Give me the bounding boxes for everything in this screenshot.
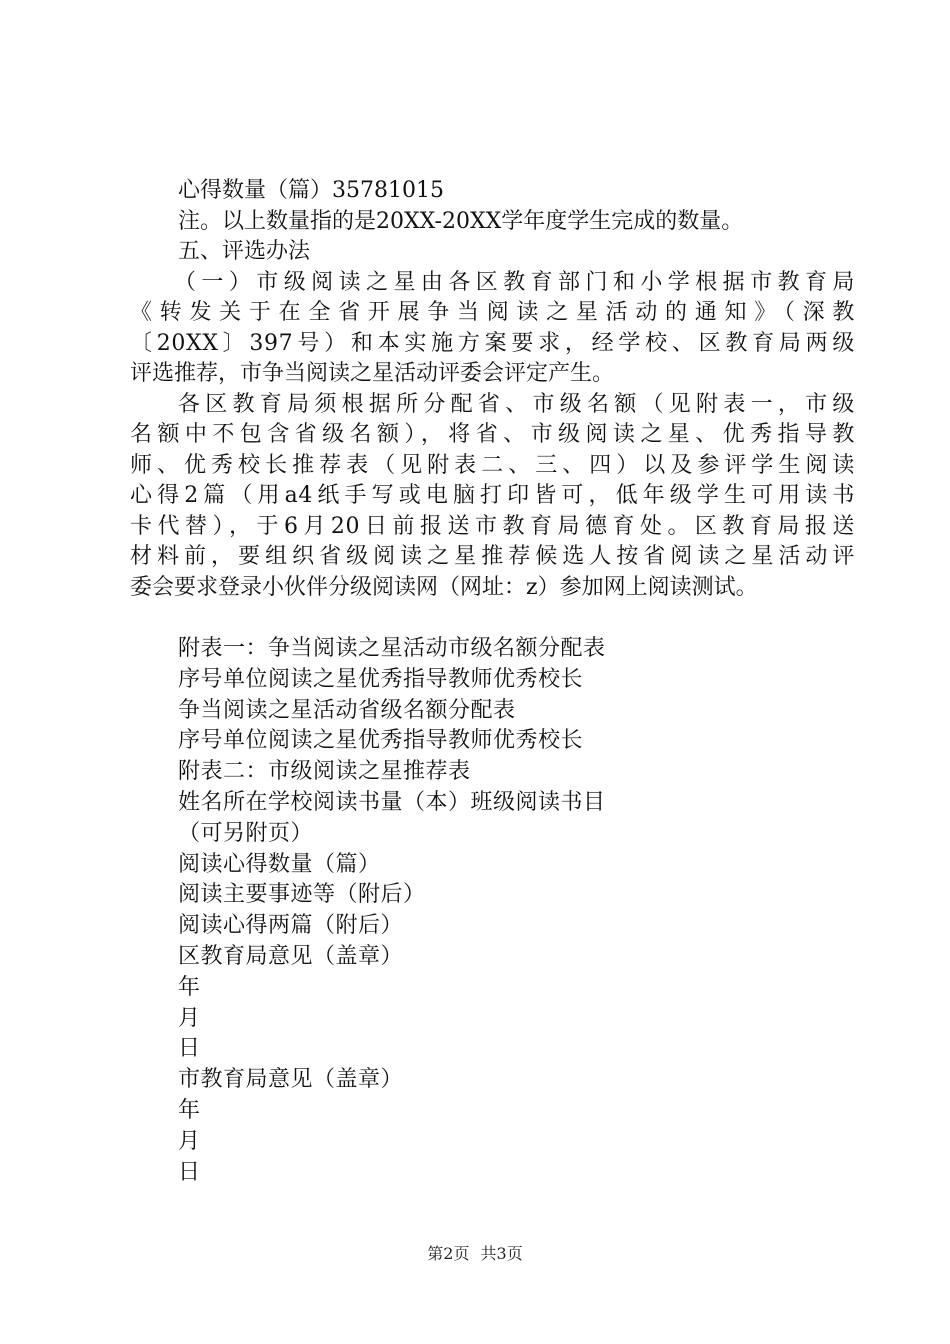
- date-year: 年: [178, 1097, 201, 1123]
- attachment-title-2: 附表二：市级阅读之星推荐表: [178, 759, 471, 785]
- paragraph-line: 卡代替），于6月20日前报送市教育局德育处。区教育局报送: [130, 513, 855, 539]
- attachment-list: [178, 634, 818, 1188]
- paragraph-line: 〔20XX〕397号）和本实施方案要求，经学校、区教育局两级: [130, 330, 855, 356]
- paragraph-line: 心得2篇（用a4纸手写或电脑打印皆可，低年级学生可用读书: [130, 483, 855, 508]
- table-header-line: 姓名所在学校阅读书量（本）班级阅读书目: [178, 789, 606, 815]
- form-field-note: （可另附页）: [178, 820, 314, 846]
- text-line-note: 注。以上数量指的是20XX-20XX学年度学生完成的数量。: [178, 208, 744, 234]
- paragraph-line: 评选推荐，市争当阅读之星活动评委会评定产生。: [130, 361, 615, 386]
- form-field: 阅读心得数量（篇）: [178, 851, 381, 877]
- form-field: 阅读心得两篇（附后）: [178, 913, 404, 939]
- text-line-heart-count: 心得数量（篇）35781015: [178, 178, 444, 203]
- paragraph-line: 委会要求登录小伙伴分级阅读网（网址：z）参加网上阅读测试。: [130, 574, 758, 600]
- page-footer: [0, 1244, 950, 1264]
- table-header-line: 序号单位阅读之星优秀指导教师优秀校长: [178, 728, 584, 754]
- paragraph-line: 各区教育局须根据所分配省、市级名额（见附表一，市级: [178, 391, 855, 417]
- paragraph-district-submission: [130, 390, 855, 604]
- paragraph-line: 名额中不包含省级名额），将省、市级阅读之星、优秀指导教: [130, 422, 855, 447]
- paragraph-line: 《转发关于在全省开展争当阅读之星活动的通知》（深教: [130, 300, 855, 325]
- attachment-subtitle: 争当阅读之星活动省级名额分配表: [178, 697, 516, 723]
- page-number: 第2页: [427, 1244, 470, 1263]
- form-field-district-opinion: 区教育局意见（盖章）: [178, 943, 404, 969]
- form-field-city-opinion: 市教育局意见（盖章）: [178, 1067, 404, 1093]
- date-year: 年: [178, 974, 201, 1000]
- date-day: 日: [178, 1159, 201, 1185]
- form-field: 阅读主要事迹等（附后）: [178, 882, 426, 908]
- body-text: [130, 176, 855, 603]
- paragraph-line: （一）市级阅读之星由各区教育部门和小学根据市教育局: [174, 269, 855, 295]
- paragraph-city-reading-star: [130, 268, 855, 390]
- attachment-title-1: 附表一：争当阅读之星活动市级名额分配表: [178, 636, 606, 661]
- date-month: 月: [178, 1005, 201, 1031]
- date-month: 月: [178, 1128, 201, 1154]
- page-total: 共3页: [480, 1244, 523, 1263]
- paragraph-line: 材料前，要组织省级阅读之星推荐候选人按省阅读之星活动评: [130, 544, 855, 569]
- paragraph-line: 师、优秀校长推荐表（见附表二、三、四）以及参评学生阅读: [130, 452, 855, 478]
- section-heading-selection-method: 五、评选办法: [178, 239, 311, 264]
- table-header-line: 序号单位阅读之星优秀指导教师优秀校长: [178, 666, 584, 692]
- date-day: 日: [178, 1036, 201, 1062]
